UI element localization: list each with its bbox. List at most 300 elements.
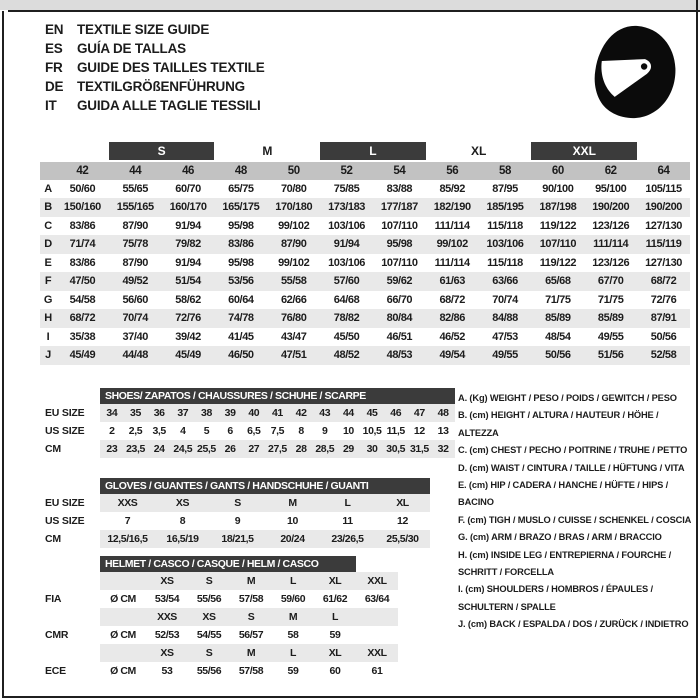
helmet-size-row-spacer — [45, 572, 100, 590]
measurement-value: 71/74 — [56, 235, 109, 254]
size-group-spacer — [637, 142, 690, 161]
helmet-table-body — [45, 556, 398, 680]
size-group-spacer — [56, 142, 109, 161]
gloves-value: XL — [375, 494, 430, 512]
shoes-title-row — [45, 388, 455, 404]
measurement-letter: C — [44, 219, 52, 232]
legend-item: I. (cm) SHOULDERS / HOMBROS / ÉPAULES / SCHULTERN / SPALLE — [458, 584, 653, 612]
legend-item: E. (cm) HIP / CADERA / HANCHE / HÜFTE / HIPS / BACINO — [458, 480, 669, 508]
helmet-size-label: XXL — [356, 572, 398, 590]
legend-item: G. (cm) ARM / BRAZO / BRAS / ARM / BRACCIO — [458, 532, 662, 543]
gloves-row — [45, 494, 430, 512]
measurement-value: 83/86 — [69, 219, 96, 232]
measurement-value: 119/122 — [539, 256, 577, 269]
size-number: 56 — [426, 161, 479, 180]
measurement-value: 82/86 — [426, 309, 479, 328]
helmet-section-title: HELMET / CASCO / CASQUE / HELM / CASCO — [100, 556, 356, 572]
shoes-row — [45, 422, 455, 440]
helmet-unit-label: Ø CM — [110, 629, 136, 641]
measurement-value: 72/76 — [162, 309, 215, 328]
size-number-letter-spacer — [40, 161, 56, 180]
gloves-value: 8 — [179, 515, 186, 527]
shoes-value: 28 — [289, 440, 313, 458]
helmet-standard-label: FIA — [45, 590, 100, 608]
textile-size-table — [40, 142, 690, 365]
measurement-value: 79/82 — [162, 235, 215, 254]
shoes-value: 41 — [266, 404, 290, 422]
helmet-unit-label: Ø CM — [110, 665, 136, 677]
measurement-value: 91/94 — [175, 219, 201, 232]
helmet-size-label: S — [188, 572, 230, 590]
helmet-table — [45, 556, 398, 680]
helmet-value: 61/62 — [322, 593, 348, 605]
measurement-value: 123/126 — [592, 256, 630, 269]
gloves-row-label: CM — [45, 530, 100, 548]
size-number-row — [40, 161, 690, 180]
language-code: IT — [45, 98, 57, 113]
helmet-value: 59 — [329, 629, 341, 641]
helmet-value: 63/64 — [364, 593, 390, 605]
helmet-size-label: L — [272, 644, 314, 662]
measurement-value: 47/53 — [492, 330, 518, 343]
shoes-value: 31,5 — [408, 440, 432, 458]
shoes-value: 47 — [408, 404, 432, 422]
measurement-value: 115/119 — [637, 235, 690, 254]
measurement-value: 53/56 — [214, 272, 267, 291]
measurement-value: 41/45 — [228, 330, 254, 343]
measurement-value: 165/175 — [214, 198, 267, 217]
helmet-value: 59 — [287, 665, 299, 677]
measurement-value: 48/54 — [545, 330, 571, 343]
shoes-value: 9 — [322, 425, 328, 437]
size-group-xl: XL — [426, 142, 532, 161]
shoes-value: 29 — [337, 440, 361, 458]
measurement-value: 70/80 — [280, 182, 307, 195]
textile-size-table-body — [40, 142, 690, 365]
helmet-unit-spacer — [100, 644, 146, 662]
measurement-value: 70/74 — [109, 309, 162, 328]
measurement-value: 68/72 — [439, 293, 465, 306]
shoes-value: 6 — [227, 425, 233, 437]
size-group-letter-spacer — [40, 142, 56, 161]
measurement-value: 49/52 — [109, 272, 162, 291]
helmet-size-label: M — [272, 608, 314, 626]
size-number: 54 — [373, 161, 426, 180]
measurement-row — [40, 328, 690, 347]
shoes-value: 7,5 — [270, 425, 285, 437]
gloves-title-row — [45, 478, 430, 494]
measurement-value: 45/49 — [162, 346, 215, 365]
shoes-value: 8 — [298, 425, 304, 437]
measurement-value: 182/190 — [426, 198, 479, 217]
helmet-value: 61 — [371, 665, 383, 677]
helmet-value: 54/55 — [196, 629, 222, 641]
measurement-value: 87/91 — [637, 309, 690, 328]
helmet-value: 53 — [161, 665, 173, 677]
helmet-value: 58 — [287, 629, 299, 641]
measurement-value: 50/56 — [650, 330, 677, 343]
gloves-value: L — [320, 494, 375, 512]
shoes-value: 26 — [218, 440, 242, 458]
shoes-value: 27 — [242, 440, 266, 458]
helmet-size-row-spacer — [45, 608, 100, 626]
helmet-size-label: L — [272, 572, 314, 590]
shoes-value: 48 — [431, 404, 455, 422]
gloves-value: XS — [155, 494, 210, 512]
language-row — [45, 58, 265, 77]
gloves-row — [45, 530, 430, 548]
language-row — [45, 96, 265, 115]
gloves-value: 25,5/30 — [375, 530, 430, 548]
measurement-value: 65/68 — [531, 272, 584, 291]
measurement-letter: I — [46, 330, 50, 343]
shoes-value: 23,5 — [124, 440, 148, 458]
shoes-value: 2,5 — [128, 425, 143, 437]
shoes-value: 5 — [203, 425, 210, 437]
size-number: 46 — [162, 161, 215, 180]
helmet-value: 52/53 — [154, 629, 180, 641]
measurement-value: 61/63 — [426, 272, 479, 291]
racing-helmet-icon — [588, 24, 680, 120]
size-number: 48 — [214, 161, 267, 180]
measurement-value: 127/130 — [645, 256, 683, 269]
guide-title: GUÍA DE TALLAS — [77, 41, 186, 56]
size-number: 62 — [584, 161, 637, 180]
helmet-unit-spacer — [100, 572, 146, 590]
legend-item: C. (cm) CHEST / PECHO / POITRINE / TRUHE / PETTO — [458, 445, 688, 456]
size-group-l: L — [320, 142, 426, 161]
measurement-value: 60/64 — [228, 293, 254, 306]
measurement-value: 87/95 — [492, 182, 518, 195]
measurement-value: 59/62 — [373, 272, 426, 291]
measurement-value: 87/90 — [122, 256, 148, 269]
helmet-size-label — [356, 608, 398, 626]
measurement-value: 45/49 — [56, 346, 109, 365]
measurement-value: 99/102 — [278, 256, 310, 269]
measurement-value: 115/118 — [487, 256, 523, 269]
measurement-value: 39/42 — [175, 330, 201, 343]
shoes-value: 38 — [195, 404, 219, 422]
shoes-value: 10,5 — [362, 425, 382, 437]
measurement-value: 78/82 — [320, 309, 373, 328]
measurement-value: 91/94 — [320, 235, 373, 254]
measurement-value: 63/66 — [479, 272, 532, 291]
measurement-value: 103/106 — [328, 219, 366, 232]
helmet-size-label: M — [230, 572, 272, 590]
helmet-title-row — [45, 556, 398, 572]
measurement-value: 60/70 — [175, 182, 201, 195]
legend-item: H. (cm) INSIDE LEG / ENTREPIERNA / FOURCHE / SCHRITT / FORCELLA — [458, 549, 672, 578]
page-bottom-border — [2, 696, 698, 698]
size-number: 50 — [267, 161, 320, 180]
helmet-size-label: XS — [146, 644, 188, 662]
measurement-value: 115/118 — [487, 219, 523, 232]
legend-item: F. (cm) TIGH / MUSLO / CUISSE / SCHENKEL / COSCIA — [458, 514, 692, 525]
shoes-value: 27,5 — [266, 440, 290, 458]
measurement-value: 48/52 — [320, 346, 373, 365]
measurement-value: 87/90 — [122, 219, 148, 232]
measurement-value: 64/68 — [333, 293, 360, 306]
shoes-value: 39 — [218, 404, 242, 422]
language-list — [45, 20, 265, 115]
shoes-value: 30,5 — [384, 440, 408, 458]
helmet-value: 60 — [329, 665, 341, 677]
measurement-row — [40, 309, 690, 328]
measurement-value: 190/200 — [637, 198, 690, 217]
gloves-title-spacer — [45, 478, 100, 494]
gloves-value: 12 — [397, 515, 408, 527]
measurement-letter: D — [40, 235, 56, 254]
helmet-size-row — [45, 644, 398, 662]
measurement-value: 90/100 — [542, 182, 574, 195]
measurement-value: 71/75 — [545, 293, 571, 306]
helmet-size-label: XXL — [356, 644, 398, 662]
measurement-value: 155/165 — [109, 198, 162, 217]
measurement-row — [40, 180, 690, 199]
shoes-value: 3,5 — [152, 425, 166, 437]
shoes-value: 34 — [100, 404, 124, 422]
helmet-value-row — [45, 626, 398, 644]
measurement-value: 56/60 — [122, 293, 148, 306]
measurement-value: 160/170 — [162, 198, 215, 217]
shoes-section-title: SHOES/ ZAPATOS / CHAUSSURES / SCHUHE / SCARPE — [100, 388, 455, 404]
shoes-value: 11,5 — [386, 425, 405, 437]
helmet-size-label: S — [230, 608, 272, 626]
measurement-value: 105/115 — [645, 182, 682, 195]
language-code: DE — [45, 79, 64, 94]
measurement-value: 83/86 — [69, 256, 96, 269]
gloves-value: 9 — [234, 515, 241, 527]
shoes-title-spacer — [45, 388, 100, 404]
measurement-value: 68/72 — [637, 272, 690, 291]
measurement-row — [40, 346, 690, 365]
legend-item: A. (Kg) WEIGHT / PESO / POIDS / GEWITCH / PESO — [458, 393, 677, 403]
measurement-value: 127/130 — [645, 219, 683, 232]
shoes-value: 32 — [431, 440, 455, 458]
measurement-value: 75/78 — [109, 235, 162, 254]
size-group-row — [40, 142, 690, 161]
page-right-border — [696, 0, 698, 698]
measurement-value: 47/50 — [56, 272, 109, 291]
measurement-value: 150/160 — [56, 198, 109, 217]
shoes-value: 42 — [289, 404, 313, 422]
helmet-size-row — [45, 572, 398, 590]
helmet-size-label: XS — [146, 572, 188, 590]
helmet-value: 56/57 — [238, 629, 264, 641]
gloves-value: XXS — [100, 494, 155, 512]
measurement-row — [40, 235, 690, 254]
measurement-value: 187/198 — [531, 198, 584, 217]
helmet-size-label: XL — [314, 572, 356, 590]
helmet-size-label: L — [314, 608, 356, 626]
helmet-size-row — [45, 608, 398, 626]
measurement-value: 57/60 — [320, 272, 373, 291]
helmet-value-row — [45, 590, 398, 608]
measurement-value: 173/183 — [320, 198, 373, 217]
measurement-value: 49/55 — [479, 346, 532, 365]
shoes-value: 2 — [109, 425, 115, 437]
measurement-value: 85/92 — [439, 182, 465, 195]
measurement-value: 111/114 — [434, 219, 470, 232]
measurement-value: 54/58 — [69, 293, 96, 306]
gloves-value: 10 — [287, 515, 298, 527]
measurement-value: 85/89 — [531, 309, 584, 328]
helmet-value — [356, 626, 398, 644]
measurement-value: 103/106 — [328, 256, 366, 269]
shoes-value: 37 — [171, 404, 195, 422]
shoes-value: 44 — [337, 404, 361, 422]
shoes-value: 4 — [180, 425, 186, 437]
shoes-row-label: EU SIZE — [45, 404, 100, 422]
size-number: 42 — [56, 161, 109, 180]
shoes-value: 43 — [313, 404, 337, 422]
measurement-value: 48/53 — [373, 346, 426, 365]
gloves-value: M — [265, 494, 320, 512]
measurement-row — [40, 291, 690, 310]
measurement-value: 87/90 — [267, 235, 320, 254]
size-number: 44 — [109, 161, 162, 180]
measurement-value: 95/98 — [228, 256, 254, 269]
size-group-m: M — [214, 142, 320, 161]
measurement-value: 47/51 — [267, 346, 320, 365]
measurement-value: 111/114 — [434, 256, 470, 269]
measurement-value: 119/122 — [539, 219, 577, 232]
page-top-strip — [0, 0, 700, 10]
helmet-size-label: XS — [188, 608, 230, 626]
helmet-size-label: M — [230, 644, 272, 662]
shoes-value: 23 — [100, 440, 124, 458]
helmet-size-row-spacer — [45, 644, 100, 662]
helmet-value: 55/56 — [196, 665, 222, 677]
measurement-value: 99/102 — [278, 219, 310, 232]
measurement-value: 50/56 — [531, 346, 584, 365]
shoes-value: 30 — [360, 440, 384, 458]
measurement-value: 45/50 — [333, 330, 360, 343]
helmet-size-label: XL — [314, 644, 356, 662]
gloves-value: 18/21,5 — [210, 530, 265, 548]
language-row — [45, 77, 265, 96]
measurement-value: 46/51 — [386, 330, 413, 343]
measurement-value: 62/66 — [280, 293, 307, 306]
shoes-table-body — [45, 388, 455, 458]
measurement-letter: A — [44, 182, 52, 195]
measurement-value: 99/102 — [426, 235, 479, 254]
helmet-unit-label: Ø CM — [110, 593, 136, 605]
shoes-value: 6,5 — [247, 425, 261, 437]
gloves-value: S — [210, 494, 265, 512]
helmet-size-label: XXS — [146, 608, 188, 626]
size-number: 60 — [531, 161, 584, 180]
size-number: 58 — [479, 161, 532, 180]
guide-title: GUIDA ALLE TAGLIE TESSILI — [77, 98, 261, 113]
measurement-value: 70/74 — [492, 293, 518, 306]
shoes-value: 40 — [242, 404, 266, 422]
legend-item: J. (cm) BACK / ESPALDA / DOS / ZURÜCK / INDIETRO — [458, 619, 689, 630]
gloves-section-title: GLOVES / GUANTES / GANTS / HANDSCHUHE / GUANTI — [100, 478, 430, 494]
measurement-value: 46/52 — [439, 330, 465, 343]
guide-title: GUIDE DES TAILLES TEXTILE — [77, 60, 265, 75]
helmet-standard-label: ECE — [45, 662, 100, 680]
measurement-letter: F — [40, 272, 56, 291]
measurement-letter: E — [44, 256, 52, 269]
gloves-value: 20/24 — [265, 530, 320, 548]
measurement-value: 52/58 — [637, 346, 690, 365]
measurement-value: 103/106 — [479, 235, 532, 254]
measurement-row — [40, 272, 690, 291]
shoes-value: 12 — [413, 425, 425, 437]
gloves-value: 7 — [124, 515, 131, 527]
measurement-value: 83/86 — [214, 235, 267, 254]
measurement-value: 71/75 — [597, 293, 624, 306]
gloves-value: 23/26,5 — [320, 530, 375, 548]
shoes-row — [45, 404, 455, 422]
gloves-table-body — [45, 478, 430, 548]
shoes-value: 36 — [147, 404, 171, 422]
language-code: ES — [45, 41, 63, 56]
shoes-value: 45 — [360, 404, 384, 422]
shoes-value: 28,5 — [313, 440, 337, 458]
shoes-value: 24 — [147, 440, 171, 458]
legend-item: B. (cm) HEIGHT / ALTURA / HAUTEUR / HÖHE / ALTEZZA — [458, 410, 659, 438]
measurement-value: 72/76 — [650, 293, 677, 306]
measurement-value: 107/110 — [531, 235, 584, 254]
measurement-letter: J — [40, 346, 56, 365]
measurement-value: 107/110 — [381, 256, 418, 269]
measurement-value: 85/89 — [584, 309, 637, 328]
language-code: EN — [45, 22, 64, 37]
gloves-value: 11 — [342, 515, 353, 527]
language-row — [45, 39, 265, 58]
measurement-legend — [458, 390, 694, 634]
shoes-value: 46 — [384, 404, 408, 422]
language-code: FR — [45, 60, 63, 75]
shoes-table — [45, 388, 455, 458]
page-top-rule — [8, 10, 700, 12]
measurement-value: 43/47 — [280, 330, 307, 343]
language-row — [45, 20, 265, 39]
measurement-value: 46/50 — [214, 346, 267, 365]
measurement-value: 107/110 — [381, 219, 418, 232]
shoes-value: 10 — [342, 425, 354, 437]
measurement-value: 65/75 — [228, 182, 254, 195]
measurement-value: 44/48 — [109, 346, 162, 365]
size-group-xxl: XXL — [531, 142, 637, 161]
page-left-border — [2, 11, 4, 698]
legend-item: D. (cm) WAIST / CINTURA / TAILLE / HÜFTUNG / VITA — [458, 462, 685, 473]
measurement-value: 51/54 — [162, 272, 215, 291]
measurement-value: 170/180 — [267, 198, 320, 217]
measurement-value: 76/80 — [267, 309, 320, 328]
measurement-letter: G — [43, 293, 53, 306]
measurement-row — [40, 254, 690, 273]
measurement-row — [40, 198, 690, 217]
helmet-size-label: S — [188, 644, 230, 662]
measurement-value: 95/98 — [373, 235, 426, 254]
measurement-value: 55/58 — [267, 272, 320, 291]
measurement-value: 185/195 — [479, 198, 532, 217]
measurement-value: 50/60 — [69, 182, 96, 195]
gloves-row — [45, 512, 430, 530]
guide-title: TEXTILE SIZE GUIDE — [77, 22, 210, 37]
measurement-value: 80/84 — [373, 309, 426, 328]
helmet-value: 53/54 — [154, 593, 180, 605]
measurement-value: 75/85 — [333, 182, 360, 195]
gloves-row-label: EU SIZE — [45, 494, 100, 512]
helmet-unit-spacer — [100, 608, 146, 626]
gloves-row-label: US SIZE — [45, 512, 100, 530]
measurement-value: 55/65 — [122, 182, 148, 195]
measurement-value: 49/54 — [426, 346, 479, 365]
